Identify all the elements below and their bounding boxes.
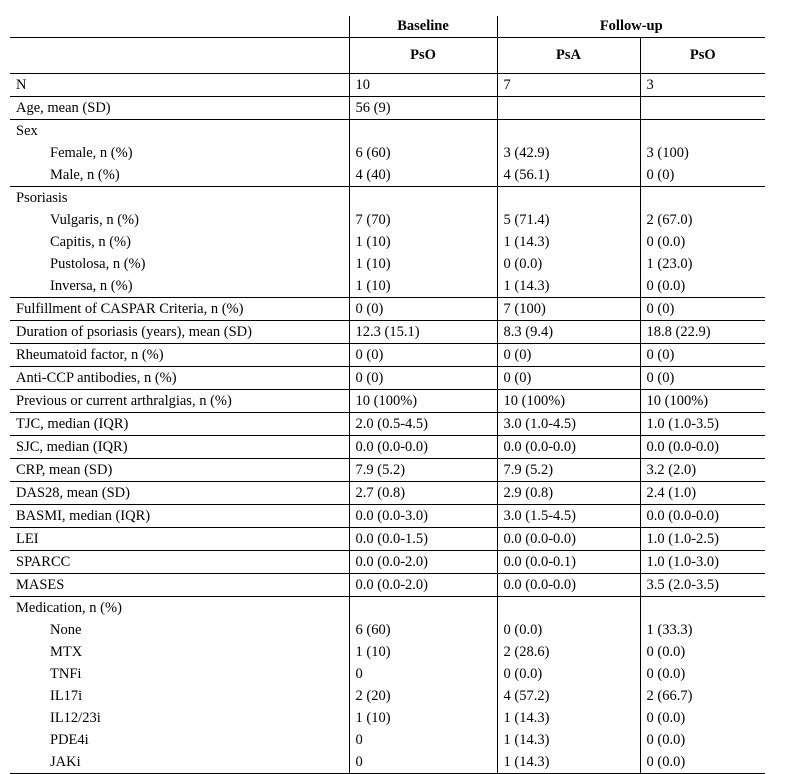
value-cell xyxy=(497,597,640,774)
sub-item-value: 1 (14.3) xyxy=(503,754,550,770)
row-value: 7 xyxy=(503,77,511,93)
row-label: MASES xyxy=(16,577,65,593)
value-cell xyxy=(640,482,765,505)
sub-item-value: 2 (66.7) xyxy=(646,688,693,704)
header-empty-cell xyxy=(10,38,349,74)
sub-item-label: TNFi xyxy=(50,666,82,682)
header-followup-psa: PsA xyxy=(497,38,640,74)
value-cell xyxy=(640,321,765,344)
value-cell xyxy=(349,505,497,528)
sub-item-value: 0 (0) xyxy=(646,167,675,183)
row-label-cell xyxy=(10,551,349,574)
row-label: Fulfillment of CASPAR Criteria, n (%) xyxy=(16,301,244,317)
sub-item-value: 1 (10) xyxy=(355,278,391,294)
sub-item-label: PDE4i xyxy=(50,732,89,748)
row-label-cell xyxy=(10,298,349,321)
row-value: 0 (0) xyxy=(503,347,532,363)
sub-item-label: None xyxy=(50,622,82,638)
value-cell xyxy=(640,436,765,459)
row-label-cell xyxy=(10,574,349,597)
row-label: Anti-CCP antibodies, n (%) xyxy=(16,370,177,386)
sub-item-value: 0 (0.0) xyxy=(503,622,543,638)
sub-item-label: JAKi xyxy=(50,754,81,770)
table-row xyxy=(10,367,765,390)
sub-item-value: 0 (0.0) xyxy=(646,754,686,770)
group-label: Medication, n (%) xyxy=(16,600,122,616)
sub-item-value: 0 xyxy=(355,666,363,682)
table-row xyxy=(10,187,765,298)
sub-item-value: 1 (14.3) xyxy=(503,710,550,726)
row-value: 0.0 (0.0-0.0) xyxy=(646,439,719,455)
row-value: 0.0 (0.0-0.0) xyxy=(503,439,576,455)
sub-item-value: 2 (67.0) xyxy=(646,212,693,228)
row-value: 2.7 (0.8) xyxy=(355,485,406,501)
sub-item-value: 5 (71.4) xyxy=(503,212,550,228)
sub-item-value: 4 (56.1) xyxy=(503,167,550,183)
table-row xyxy=(10,551,765,574)
value-cell xyxy=(640,367,765,390)
value-cell xyxy=(497,574,640,597)
row-value: 0.0 (0.0-2.0) xyxy=(355,577,428,593)
sub-item-value: 4 (57.2) xyxy=(503,688,550,704)
value-cell xyxy=(497,436,640,459)
row-label: Previous or current arthralgias, n (%) xyxy=(16,393,232,409)
value-cell xyxy=(497,344,640,367)
row-value: 0.0 (0.0-1.5) xyxy=(355,531,428,547)
sub-item-value: 1 (14.3) xyxy=(503,234,550,250)
sub-item-value: 7 (70) xyxy=(355,212,391,228)
row-label-cell xyxy=(10,344,349,367)
value-cell xyxy=(349,574,497,597)
row-value: 2.4 (1.0) xyxy=(646,485,697,501)
value-cell xyxy=(497,74,640,97)
sub-item-value: 0 xyxy=(355,732,363,748)
value-cell xyxy=(349,367,497,390)
sub-item-value: 0 (0.0) xyxy=(646,732,686,748)
sub-item-label: IL12/23i xyxy=(50,710,101,726)
value-cell xyxy=(640,74,765,97)
row-value: 7.9 (5.2) xyxy=(503,462,554,478)
row-value xyxy=(647,97,766,119)
value-cell xyxy=(640,120,765,187)
table-row xyxy=(10,413,765,436)
spacer xyxy=(647,597,766,619)
value-cell xyxy=(497,367,640,390)
value-cell xyxy=(349,120,497,187)
row-value: 0 (0) xyxy=(503,370,532,386)
value-cell xyxy=(349,298,497,321)
sub-item-value: 0 (0.0) xyxy=(646,710,686,726)
sub-item-value: 1 (33.3) xyxy=(646,622,693,638)
header-followup: Follow-up xyxy=(497,16,765,38)
row-value: 12.3 (15.1) xyxy=(355,324,420,340)
sub-item-value: 2 (20) xyxy=(355,688,391,704)
value-cell xyxy=(640,459,765,482)
table-row xyxy=(10,344,765,367)
row-label: SPARCC xyxy=(16,554,71,570)
row-value: 7.9 (5.2) xyxy=(355,462,406,478)
row-label: Duration of psoriasis (years), mean (SD) xyxy=(16,324,252,340)
row-label-cell xyxy=(10,390,349,413)
value-cell xyxy=(497,482,640,505)
header-row-columns xyxy=(10,38,765,74)
row-label-cell xyxy=(10,459,349,482)
row-value: 0 (0) xyxy=(355,370,384,386)
value-cell xyxy=(640,97,765,120)
sub-item-label: Vulgaris, n (%) xyxy=(50,212,139,228)
table-row xyxy=(10,574,765,597)
sub-item-value: 3 (42.9) xyxy=(503,145,550,161)
table-body xyxy=(10,74,765,774)
row-label: Rheumatoid factor, n (%) xyxy=(16,347,164,363)
spacer xyxy=(647,187,766,209)
sub-item-value: 0 (0.0) xyxy=(646,666,686,682)
sub-item-label: Female, n (%) xyxy=(50,145,133,161)
row-value: 3.0 (1.5-4.5) xyxy=(503,508,576,524)
row-label-cell xyxy=(10,74,349,97)
row-value: 0 (0) xyxy=(646,301,675,317)
row-value: 3 xyxy=(646,77,654,93)
value-cell xyxy=(640,413,765,436)
spacer xyxy=(504,597,640,619)
row-value xyxy=(504,97,640,119)
value-cell xyxy=(349,459,497,482)
value-cell xyxy=(497,413,640,436)
value-cell xyxy=(640,344,765,367)
sub-item-value: 0 (0.0) xyxy=(646,278,686,294)
row-label: LEI xyxy=(16,531,39,547)
sub-item-value: 0 (0.0) xyxy=(503,666,543,682)
table-row xyxy=(10,436,765,459)
value-cell xyxy=(640,528,765,551)
sub-item-value: 2 (28.6) xyxy=(503,644,550,660)
spacer xyxy=(356,187,497,209)
sub-item-value: 1 (10) xyxy=(355,234,391,250)
row-value: 1.0 (1.0-3.5) xyxy=(646,416,719,432)
row-value: 2.9 (0.8) xyxy=(503,485,554,501)
value-cell xyxy=(497,459,640,482)
value-cell xyxy=(349,74,497,97)
row-value: 0.0 (0.0-3.0) xyxy=(355,508,428,524)
row-label-cell xyxy=(10,413,349,436)
group-label: Psoriasis xyxy=(16,190,68,206)
sub-item-value: 0 (0.0) xyxy=(646,644,686,660)
sub-item-label: Male, n (%) xyxy=(50,167,120,183)
header-empty-cell xyxy=(10,16,349,38)
row-value: 2.0 (0.5-4.5) xyxy=(355,416,428,432)
sub-item-value: 1 (14.3) xyxy=(503,278,550,294)
row-value: 0.0 (0.0-2.0) xyxy=(355,554,428,570)
row-label-cell xyxy=(10,482,349,505)
value-cell xyxy=(497,528,640,551)
value-cell xyxy=(349,413,497,436)
row-label: CRP, mean (SD) xyxy=(16,462,113,478)
value-cell xyxy=(349,187,497,298)
row-value: 10 xyxy=(355,77,370,93)
row-value: 18.8 (22.9) xyxy=(646,324,711,340)
row-label: SJC, median (IQR) xyxy=(16,439,128,455)
row-label-cell xyxy=(10,120,349,187)
header-baseline: Baseline xyxy=(349,16,497,38)
value-cell xyxy=(497,390,640,413)
sub-item-value: 4 (40) xyxy=(355,167,391,183)
value-cell xyxy=(640,551,765,574)
sub-item-value: 6 (60) xyxy=(355,622,391,638)
spacer xyxy=(356,597,497,619)
value-cell xyxy=(640,597,765,774)
spacer xyxy=(504,187,640,209)
spacer xyxy=(356,120,497,142)
value-cell xyxy=(349,390,497,413)
row-value: 10 (100%) xyxy=(646,393,709,409)
value-cell xyxy=(349,528,497,551)
row-label-cell xyxy=(10,528,349,551)
table-row xyxy=(10,321,765,344)
row-value: 56 (9) xyxy=(355,100,391,116)
value-cell xyxy=(640,390,765,413)
row-label: N xyxy=(16,77,27,93)
row-value: 0 (0) xyxy=(355,347,384,363)
row-label-cell xyxy=(10,187,349,298)
table-row xyxy=(10,597,765,774)
row-value: 0.0 (0.0-0.0) xyxy=(503,531,576,547)
row-label: BASMI, median (IQR) xyxy=(16,508,151,524)
value-cell xyxy=(497,321,640,344)
table-row xyxy=(10,74,765,97)
sub-item-value: 0 (0.0) xyxy=(503,256,543,272)
value-cell xyxy=(497,97,640,120)
row-value: 0.0 (0.0-0.0) xyxy=(646,508,719,524)
value-cell xyxy=(640,574,765,597)
row-value: 1.0 (1.0-3.0) xyxy=(646,554,719,570)
value-cell xyxy=(349,321,497,344)
sub-item-value: 0 (0.0) xyxy=(646,234,686,250)
sub-item-value: 1 (23.0) xyxy=(646,256,693,272)
value-cell xyxy=(349,436,497,459)
table-row xyxy=(10,505,765,528)
row-label-cell xyxy=(10,436,349,459)
value-cell xyxy=(349,482,497,505)
row-label: TJC, median (IQR) xyxy=(16,416,129,432)
spacer xyxy=(504,120,640,142)
sub-item-value: 0 xyxy=(355,754,363,770)
row-label-cell xyxy=(10,321,349,344)
header-baseline-pso: PsO xyxy=(349,38,497,74)
row-value: 10 (100%) xyxy=(503,393,566,409)
row-value: 0.0 (0.0-0.0) xyxy=(355,439,428,455)
sub-item-value: 1 (10) xyxy=(355,644,391,660)
row-value: 0 (0) xyxy=(646,347,675,363)
row-label: Age, mean (SD) xyxy=(16,100,111,116)
sub-item-value: 1 (10) xyxy=(355,710,391,726)
sub-item-label: Pustolosa, n (%) xyxy=(50,256,146,272)
value-cell xyxy=(349,551,497,574)
value-cell xyxy=(349,597,497,774)
row-value: 3.0 (1.0-4.5) xyxy=(503,416,576,432)
value-cell xyxy=(497,298,640,321)
sub-item-value: 6 (60) xyxy=(355,145,391,161)
row-value: 8.3 (9.4) xyxy=(503,324,554,340)
table-row xyxy=(10,390,765,413)
sub-item-value: 1 (10) xyxy=(355,256,391,272)
sub-item-value: 1 (14.3) xyxy=(503,732,550,748)
row-label-cell xyxy=(10,597,349,774)
header-row-groups xyxy=(10,16,765,38)
group-label: Sex xyxy=(16,123,38,139)
sub-item-value: 3 (100) xyxy=(646,145,689,161)
row-label-cell xyxy=(10,97,349,120)
sub-item-label: Inversa, n (%) xyxy=(50,278,133,294)
value-cell xyxy=(640,298,765,321)
row-value: 0.0 (0.0-0.1) xyxy=(503,554,576,570)
row-value: 0 (0) xyxy=(646,370,675,386)
row-value: 1.0 (1.0-2.5) xyxy=(646,531,719,547)
row-label-cell xyxy=(10,505,349,528)
value-cell xyxy=(349,97,497,120)
row-value: 7 (100) xyxy=(503,301,546,317)
row-value: 10 (100%) xyxy=(355,393,418,409)
table-row xyxy=(10,528,765,551)
table-row xyxy=(10,97,765,120)
spacer xyxy=(647,120,766,142)
table-row xyxy=(10,459,765,482)
value-cell xyxy=(640,505,765,528)
value-cell xyxy=(497,551,640,574)
row-value: 0 (0) xyxy=(355,301,384,317)
value-cell xyxy=(497,187,640,298)
row-label: DAS28, mean (SD) xyxy=(16,485,130,501)
sub-item-label: Capitis, n (%) xyxy=(50,234,131,250)
row-label-cell xyxy=(10,367,349,390)
row-value: 3.5 (2.0-3.5) xyxy=(646,577,719,593)
sub-item-label: MTX xyxy=(50,644,83,660)
table-row xyxy=(10,298,765,321)
value-cell xyxy=(640,187,765,298)
baseline-followup-table xyxy=(10,16,765,774)
table-row xyxy=(10,120,765,187)
value-cell xyxy=(497,120,640,187)
header-followup-pso: PsO xyxy=(640,38,765,74)
row-value: 3.2 (2.0) xyxy=(646,462,697,478)
value-cell xyxy=(349,344,497,367)
row-value: 0.0 (0.0-0.0) xyxy=(503,577,576,593)
table-row xyxy=(10,482,765,505)
sub-item-label: IL17i xyxy=(50,688,83,704)
value-cell xyxy=(497,505,640,528)
